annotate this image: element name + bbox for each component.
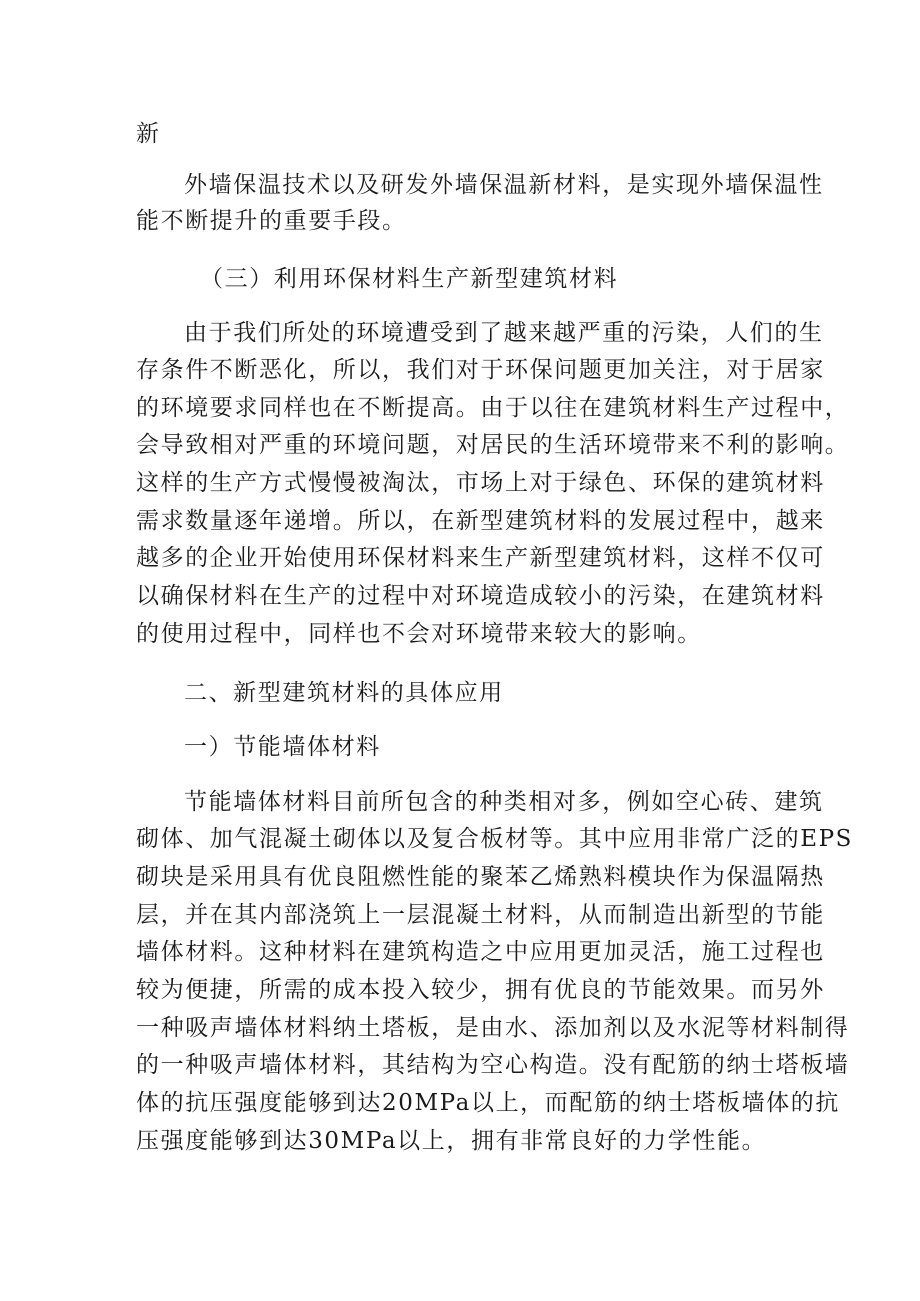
paragraph-line: 需求数量逐年递增。所以，在新型建筑材料的发展过程中，越来: [136, 508, 825, 534]
paragraph-line: 的一种吸声墙体材料，其结构为空心构造。没有配筋的纳士塔板墙: [136, 1052, 850, 1078]
paragraph-line: 以确保材料在生产的过程中对环境造成较小的污染，在建筑材料: [136, 583, 825, 609]
paragraph-line: 外墙保温技术以及研发外墙保温新材料，是实现外墙保温性: [184, 172, 824, 198]
paragraph-line: 的环境要求同样也在不断提高。由于以往在建筑材料生产过程中，: [136, 395, 850, 421]
text-line: 新: [136, 121, 161, 147]
section-heading: 二、新型建筑材料的具体应用: [184, 680, 504, 706]
paragraph-line: 会导致相对严重的环境问题，对居民的生活环境带来不利的影响。: [136, 432, 850, 458]
paragraph-line: 压强度能够到达30MPa以上，拥有非常良好的力学性能。: [136, 1128, 767, 1154]
paragraph-line: 较为便捷，所需的成本投入较少，拥有优良的节能效果。而另外: [136, 977, 825, 1003]
paragraph-line: 存条件不断恶化，所以，我们对于环保问题更加关注，对于居家: [136, 357, 825, 383]
paragraph-line: 节能墙体材料目前所包含的种类相对多，例如空心砖、建筑: [184, 789, 824, 815]
section-heading: （三）利用环保材料生产新型建筑材料: [200, 266, 619, 292]
paragraph-line: 砌块是采用具有优良阻燃性能的聚苯乙烯熟料模块作为保温隔热: [136, 864, 825, 890]
paragraph-line: 由于我们所处的环境遭受到了越来越严重的污染，人们的生: [184, 320, 824, 346]
paragraph-line: 能不断提升的重要手段。: [136, 208, 407, 234]
subsection-heading: 一）节能墙体材料: [184, 734, 381, 760]
paragraph-line: 砌体、加气混凝土砌体以及复合板材等。其中应用非常广泛的EPS: [136, 826, 854, 852]
paragraph-line: 一种吸声墙体材料纳土塔板，是由水、添加剂以及水泥等材料制得: [136, 1015, 850, 1041]
paragraph-line: 这样的生产方式慢慢被淘汰，市场上对于绿色、环保的建筑材料: [136, 470, 825, 496]
paragraph-line: 越多的企业开始使用环保材料来生产新型建筑材料，这样不仅可: [136, 545, 825, 571]
paragraph-line: 体的抗压强度能够到达20MPa以上，而配筋的纳士塔板墙体的抗: [136, 1090, 840, 1116]
paragraph-line: 的使用过程中，同样也不会对环境带来较大的影响。: [136, 621, 702, 647]
paragraph-line: 层，并在其内部浇筑上一层混凝土材料，从而制造出新型的节能: [136, 902, 825, 928]
paragraph-line: 墙体材料。这种材料在建筑构造之中应用更加灵活，施工过程也: [136, 939, 825, 965]
